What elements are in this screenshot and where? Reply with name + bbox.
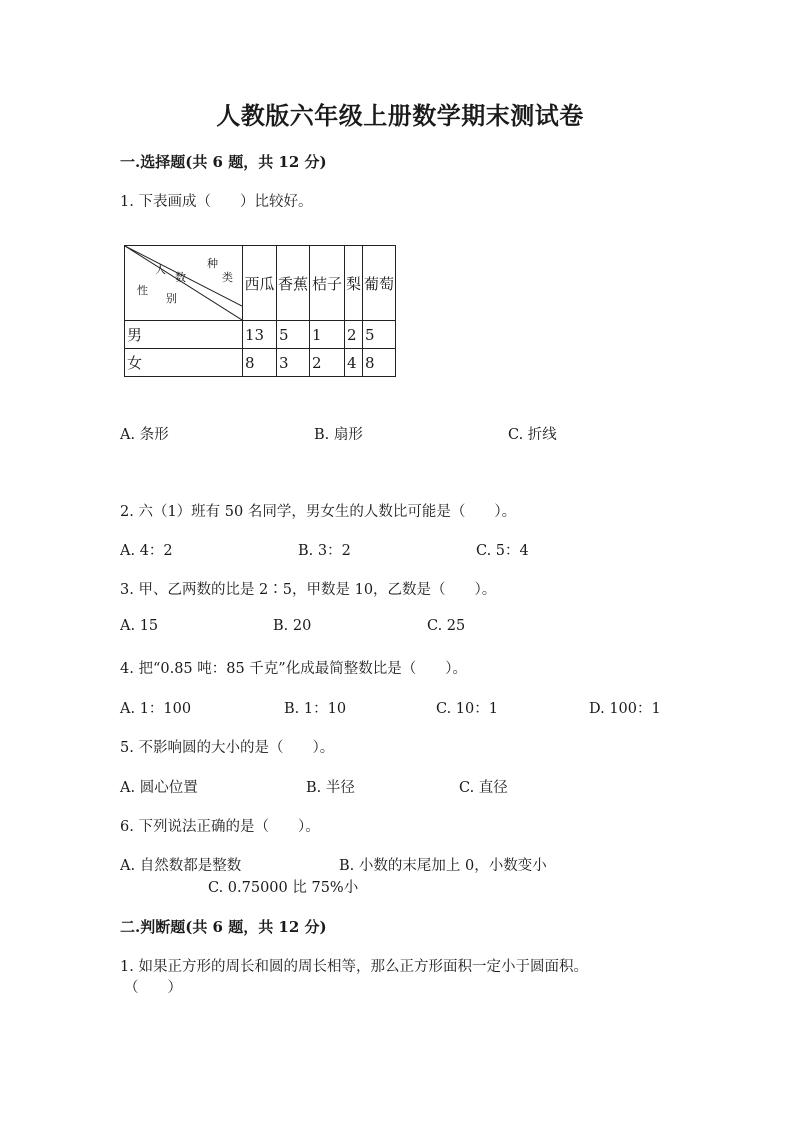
q3-option-b[interactable]: B. 20 [273, 618, 312, 634]
col-header-pear: 梨 [345, 246, 363, 321]
q4-option-a[interactable]: A. 1：100 [120, 701, 192, 717]
table-cell: 13 [243, 321, 277, 349]
q2-option-c[interactable]: C. 5：4 [476, 543, 529, 559]
question-3: 3. 甲、乙两数的比是 2∶5，甲数是 10，乙数是（ ）。 [120, 582, 497, 598]
q5-option-b[interactable]: B. 半径 [306, 780, 355, 796]
diag-label-lei: 类 [222, 271, 233, 284]
q4-option-b[interactable]: B. 1：10 [284, 701, 347, 717]
question-4: 4. 把“0.85 吨：85 千克”化成最简整数比是（ ）。 [120, 661, 467, 677]
q4-option-c[interactable]: C. 10：1 [436, 701, 498, 717]
page-title: 人教版六年级上册数学期末测试卷 [216, 101, 584, 130]
diag-label-ren: 人 [155, 263, 166, 276]
table-cell: 5 [277, 321, 310, 349]
q6-option-a[interactable]: A. 自然数都是整数 [120, 858, 242, 874]
diag-label-xing: 性 [137, 284, 148, 297]
q2-option-a[interactable]: A. 4：2 [120, 543, 173, 559]
table-cell: 5 [363, 321, 396, 349]
q3-option-c[interactable]: C. 25 [427, 618, 466, 634]
q1-option-a[interactable]: A. 条形 [120, 427, 169, 443]
diag-label-bie: 别 [166, 292, 177, 305]
judge-question-1: 1. 如果正方形的周长和圆的周长相等，那么正方形面积一定小于圆面积。 [120, 959, 588, 975]
diag-label-zhong: 种 [207, 257, 218, 270]
row-label: 女 [125, 349, 243, 377]
q1-option-c[interactable]: C. 折线 [508, 427, 557, 443]
table-row-male [125, 321, 396, 349]
question-2: 2. 六（1）班有 50 名同学，男女生的人数比可能是（ ）。 [120, 504, 517, 520]
col-header-banana: 香蕉 [277, 246, 310, 321]
section-heading-judge: 二.判断题(共 6 题，共 12 分) [120, 918, 327, 936]
table-cell: 2 [310, 349, 345, 377]
col-header-orange: 桔子 [310, 246, 345, 321]
table-cell: 2 [345, 321, 363, 349]
col-header-watermelon: 西瓜 [243, 246, 277, 321]
col-header-grape: 葡萄 [363, 246, 396, 321]
diag-label-shu: 数 [175, 271, 186, 284]
question-6: 6. 下列说法正确的是（ ）。 [120, 819, 320, 835]
fruit-table [124, 245, 396, 377]
q4-option-d[interactable]: D. 100：1 [589, 701, 661, 717]
table-cell: 8 [363, 349, 396, 377]
q6-option-c[interactable]: C. 0.75000 比 75%小 [208, 880, 359, 896]
q3-option-a[interactable]: A. 15 [120, 618, 159, 634]
table-cell: 8 [243, 349, 277, 377]
table-cell: 3 [277, 349, 310, 377]
question-5: 5. 不影响圆的大小的是（ ）。 [120, 740, 335, 756]
diagonal-header-cell [125, 246, 243, 321]
answer-blank[interactable]: （ ） [124, 980, 182, 996]
question-1: 1. 下表画成（ ）比较好。 [120, 194, 313, 210]
table-cell: 4 [345, 349, 363, 377]
row-label: 男 [125, 321, 243, 349]
q2-option-b[interactable]: B. 3：2 [298, 543, 351, 559]
q1-option-b[interactable]: B. 扇形 [314, 427, 363, 443]
q6-option-b[interactable]: B. 小数的末尾加上 0，小数变小 [339, 858, 547, 874]
q5-option-a[interactable]: A. 圆心位置 [120, 780, 198, 796]
table-cell: 1 [310, 321, 345, 349]
table-row-female [125, 349, 396, 377]
section-heading-choice: 一.选择题(共 6 题，共 12 分) [120, 153, 327, 171]
q5-option-c[interactable]: C. 直径 [459, 780, 508, 796]
